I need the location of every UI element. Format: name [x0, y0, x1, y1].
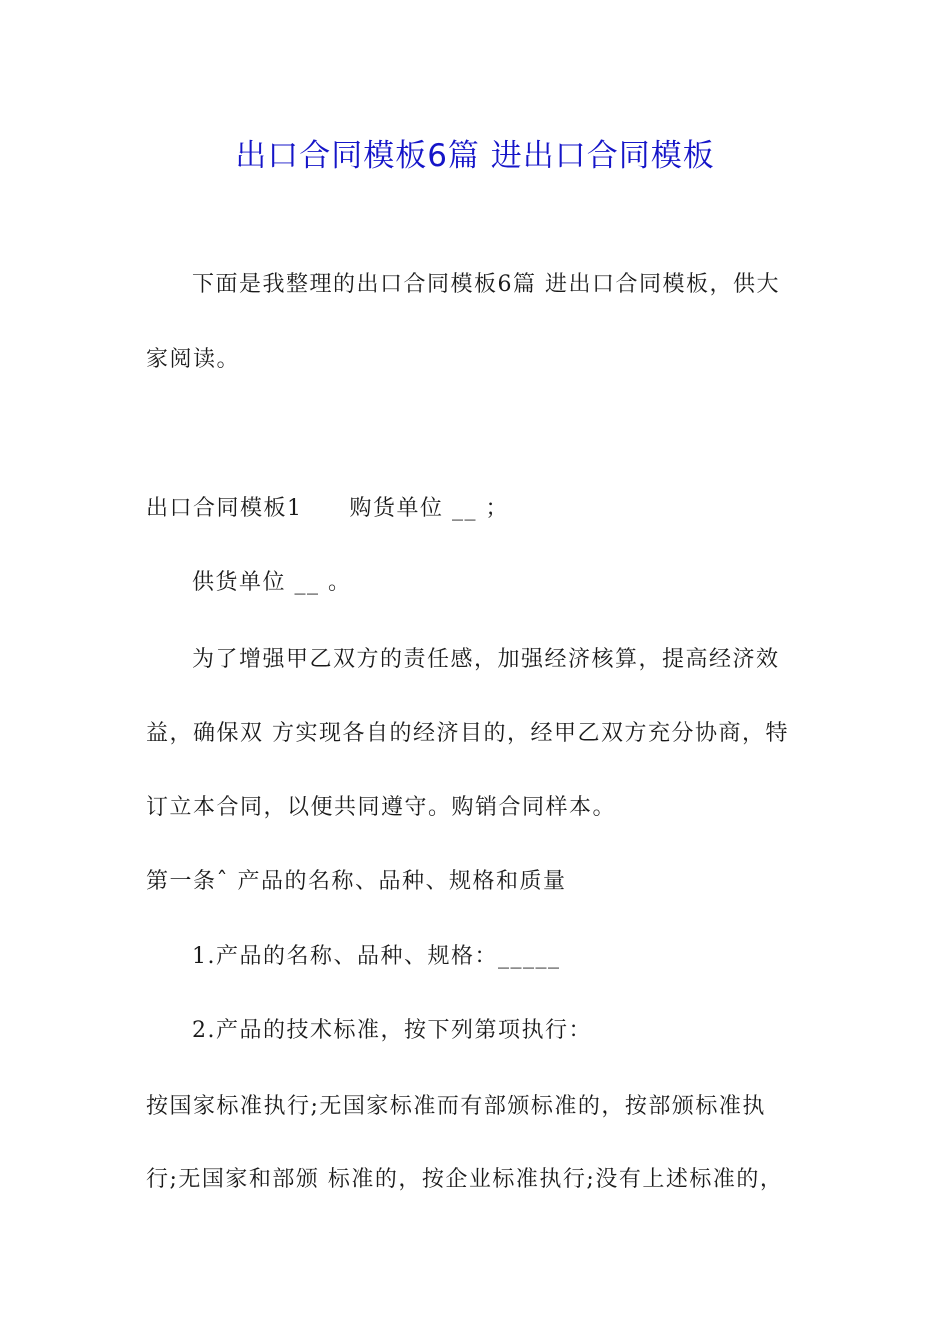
paragraph-line: 行;无国家和部颁 标准的，按企业标准执行;没有上述标准的， — [146, 1167, 784, 1192]
paragraph-line: 为了增强甲乙双方的责任感，加强经济核算，提高经济效 — [192, 647, 780, 672]
paragraph-line: 家阅读。 — [146, 347, 241, 372]
paragraph-line: 1.产品的名称、品种、规格：_____ — [192, 944, 561, 969]
paragraph-line: 供货单位 __ 。 — [192, 570, 352, 595]
paragraph-line: 2.产品的技术标准，按下列第项执行： — [192, 1018, 592, 1043]
paragraph-line: 出口合同模板1 购货单位 __ ； — [146, 496, 509, 521]
paragraph-line: 按国家标准执行;无国家标准而有部颁标准的，按部颁标准执 — [146, 1094, 766, 1119]
paragraph-line: 益，确保双 方实现各自的经济目的，经甲乙双方充分协商，特 — [146, 721, 789, 746]
paragraph-line: 下面是我整理的出口合同模板6篇 进出口合同模板，供大 — [192, 272, 780, 297]
document-title: 出口合同模板6篇 进出口合同模板 — [235, 138, 715, 174]
paragraph-line: 订立本合同，以便共同遵守。购销合同样本。 — [146, 795, 617, 820]
section-heading: 第一条ˆ 产品的名称、品种、规格和质量 — [146, 869, 567, 894]
